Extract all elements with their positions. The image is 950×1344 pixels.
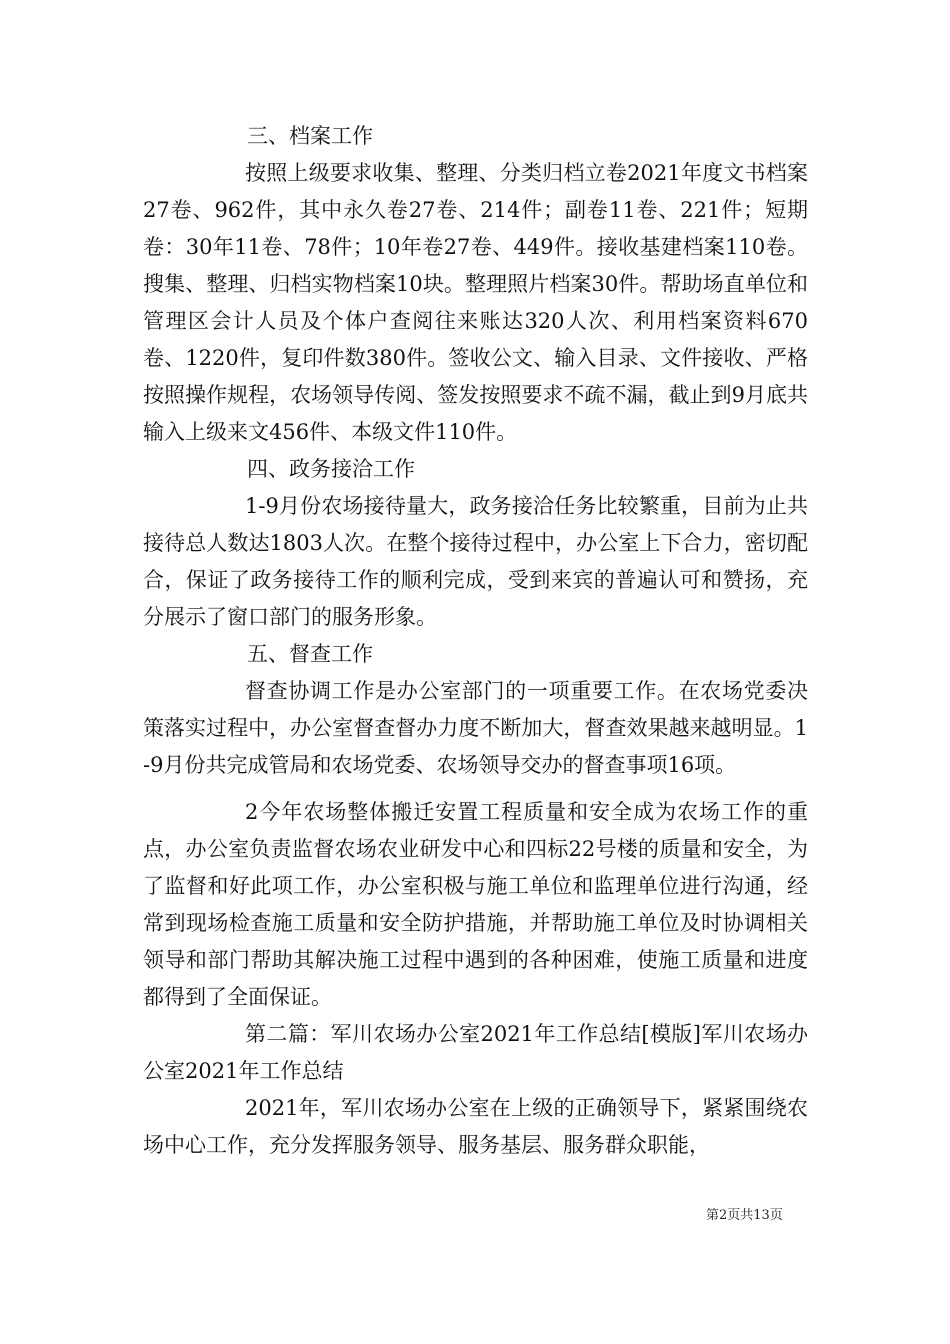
section-heading-supervision: 五、督查工作 xyxy=(247,642,373,666)
supervision-paragraph: 督查协调工作是办公室部门的一项重要工作。在农场党委决策落实过程中，办公室督查督办力度不断加大，督查效果越来越明显。1-9月份共完成管局和农场党委、农场领导交办的督查事项16项。 xyxy=(143,679,808,777)
reception-paragraph: 1-9月份农场接待量大，政务接洽任务比较繁重，目前为止共接待总人数达1803人次。在整个接待过程中，办公室上下合力，密切配合，保证了政务接待工作的顺利完成，受到来宾的普遍认可和赞扬，充分展示了窗口部门的服务形象。 xyxy=(143,494,808,629)
supervision-paragraph-2: 2今年农场整体搬迁安置工程质量和安全成为农场工作的重点，办公室负责监督农场农业研发中心和四标22号楼的质量和安全，为了监督和好此项工作，办公室积极与施工单位和监理单位进行沟通，经常到现场检查施工质量和安全防护措施，并帮助施工单位及时协调相关领导和部门帮助其解决施工过程中遇到的各种困难，使施工质量和进度都得到了全面保证。 xyxy=(143,800,808,1009)
section-heading-archives: 三、档案工作 xyxy=(247,124,373,148)
section-heading-reception: 四、政务接洽工作 xyxy=(247,457,415,481)
second-article-intro: 2021年，军川农场办公室在上级的正确领导下，紧紧围绕农场中心工作，充分发挥服务领导、服务基层、服务群众职能， xyxy=(143,1096,808,1157)
archives-paragraph: 按照上级要求收集、整理、分类归档立卷2021年度文书档案27卷、962件，其中永久卷27卷、214件；副卷11卷、221件；短期卷：30年11卷、78件；10年卷27卷、449件。接收基建档案110卷。搜集、整理、归档实物档案10块。整理照片档案30件。帮助场直单位和管理区会计人员及个体户查阅往来账达320人次、利用档案资料670卷、1220件，复印件数380件。签收公文、输入目录、文件接收、严格按照操作规程，农场领导传阅、签发按照要求不疏不漏，截止到9月底共输入上级来文456件、本级文件110件。 xyxy=(143,161,808,444)
second-article-title: 第二篇：军川农场办公室2021年工作总结[模版]军川农场办公室2021年工作总结 xyxy=(143,1022,808,1083)
document-body xyxy=(143,118,808,1164)
page-number: 第2页共13页 xyxy=(706,1208,783,1223)
